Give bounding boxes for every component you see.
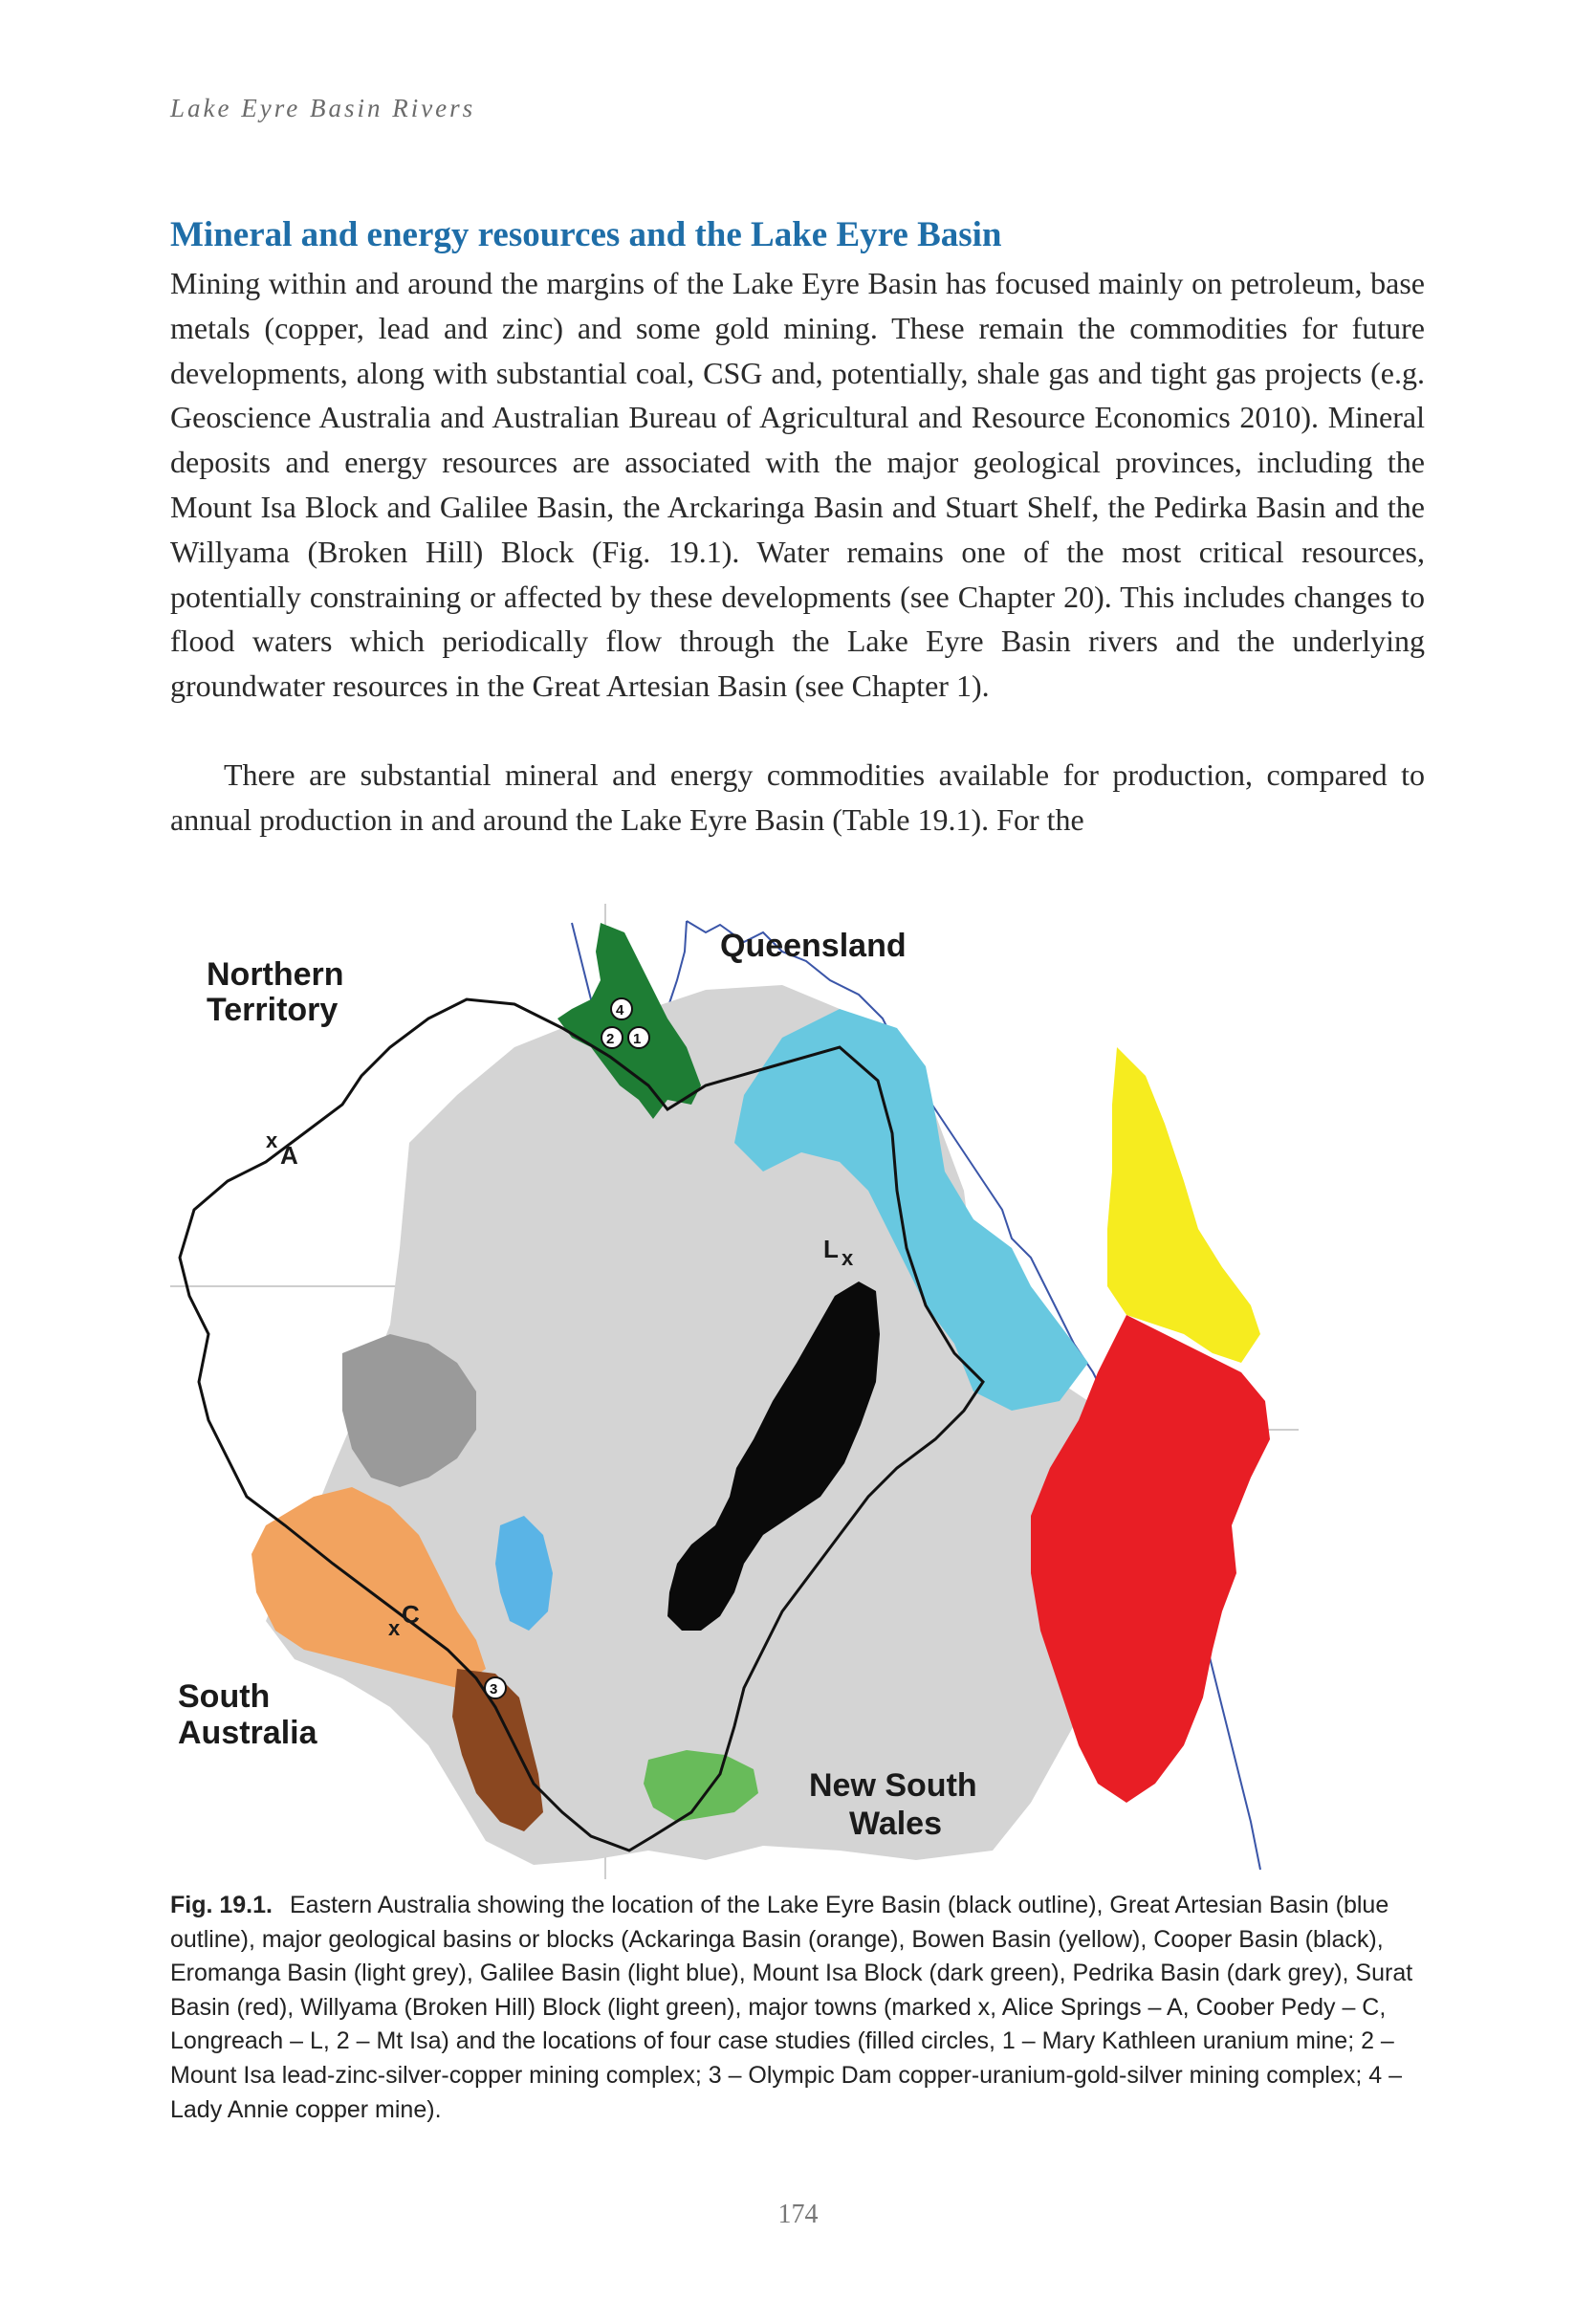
town-marker: x xyxy=(388,1616,401,1640)
label-nt-line2: Territory xyxy=(207,992,339,1028)
bowen-basin xyxy=(1107,1047,1260,1363)
label-nsw-line1: New South xyxy=(809,1767,977,1804)
svg-text:3: 3 xyxy=(490,1681,498,1698)
svg-text:2: 2 xyxy=(606,1031,615,1047)
case-study-4 xyxy=(611,998,632,1019)
case-study-2 xyxy=(601,1027,623,1048)
page-number: 174 xyxy=(777,2200,819,2229)
label-sa-line2: Australia xyxy=(178,1715,317,1751)
label-nsw-line2: Wales xyxy=(849,1806,943,1842)
case-study-1 xyxy=(628,1027,649,1048)
svg-text:1: 1 xyxy=(633,1031,642,1047)
town-marker: x xyxy=(842,1246,854,1270)
case-study-3 xyxy=(485,1677,506,1698)
town-marker: x xyxy=(266,1128,278,1152)
label-nt-line1: Northern xyxy=(207,956,344,993)
town-letter: A xyxy=(280,1141,298,1170)
section-heading: Mineral and energy resources and the Lake Eyre Basin xyxy=(170,215,1002,254)
figure-caption xyxy=(170,1889,1418,2127)
figure-map xyxy=(170,904,1425,1879)
town-letter: L xyxy=(823,1235,839,1263)
body-paragraph-2: There are substantial mineral and energy commodities available for production, compared to annual production in and around the Lake Eyre Basin (Table 19.1). For the xyxy=(170,757,1425,837)
town-letter: C xyxy=(402,1600,420,1629)
running-head: Lake Eyre Basin Rivers xyxy=(170,94,476,122)
caption-text: Eastern Australia showing the location of the Lake Eyre Basin (black outline), Great Artesian Basin (blue outline), major geological basins or blocks (Ackaringa Basin (orange), Bowen Basin (yellow), Cooper Basin (black), Eromanga Basin (light grey), Galilee Basin (light blue), Mount Isa Block (dark green), Pedrika Basin (dark grey), Surat Basin (red), Willyama (Broken Hill) Block (light green), major towns (marked x, Alice Springs – A, Coober Pedy – C, Longreach – L, 2 – Mt Isa) and the locations of four case studies (filled circles, 1 – Mary Kathleen uranium mine; 2 – Mount Isa lead-zinc-silver-copper mining complex; 3 – Olympic Dam copper-uranium-gold-silver mining complex; 4 – Lady Annie copper mine). xyxy=(170,1892,1413,2123)
svg-text:4: 4 xyxy=(616,1002,624,1019)
label-qld: Queensland xyxy=(720,928,907,964)
australia-map xyxy=(170,904,1425,1879)
body-paragraph-1: Mining within and around the margins of the Lake Eyre Basin has focused mainly on petroleum, base metals (copper, lead and zinc) and some gold mining. These remain the commodities for future developments, along with substantial coal, CSG and, potentially, shale gas and tight gas projects (e.g. Geoscience Australia and Australian Bureau of Agricultural and Resource Economics 2010). Mineral deposits and energy resources are associated with the major geological provinces, including the Mount Isa Block and Galilee Basin, the Arckaringa Basin and Stuart Shelf, the Pedirka Basin and the Willyama (Broken Hill) Block (Fig. 19.1). Water remains one of the most critical resources, potentially constraining or affected by these developments (see Chapter 20). This includes changes to flood waters which periodically flow through the Lake Eyre Basin rivers and the underlying groundwater resources in the Great Artesian Basin (see Chapter 1). xyxy=(170,266,1425,704)
caption-label: Fig. 19.1. xyxy=(170,1892,273,1918)
town-alice-springs xyxy=(266,1128,298,1170)
label-sa-line1: South xyxy=(178,1678,271,1715)
